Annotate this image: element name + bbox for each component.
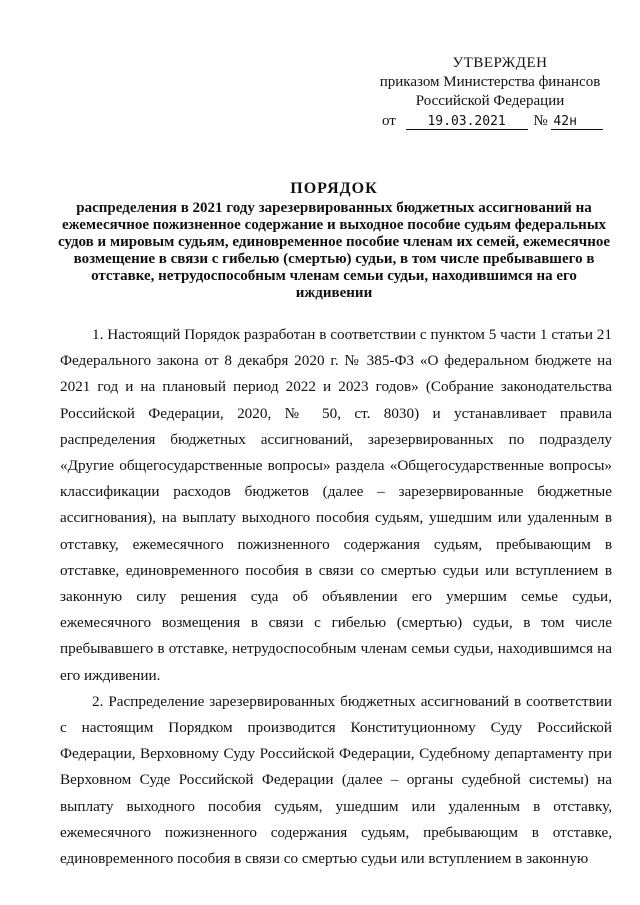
- document-subtitle: распределения в 2021 году зарезервированных бюджетных ассигнований на ежемесячное пожизненное содержание и выходное пособие судьям федеральных судов и мировым судьям, единовременное пособие членам их семей, ежемесячное возмещение в связи с гибелью (смертью) судьи, в том числе пребывавшего в отставке, нетрудоспособным членам семьи судьи, находившимся на его иждивении: [57, 200, 611, 301]
- number-sign: №: [533, 113, 548, 129]
- document-title-block: [56, 180, 612, 302]
- paragraph-1: 1. Настоящий Порядок разработан в соответствии с пунктом 5 части 1 статьи 21 Федерального закона от 8 декабря 2020 г. № 385-ФЗ «О федеральном бюджете на 2021 год и на плановый период 2022 и 2023 годов» (Собрание законодательства Российской Федерации, 2020, № 50, ст. 8030) и устанавливает правила распределения бюджетных ассигнований, зарезервированных по подразделу «Другие общегосударственные вопросы» раздела «Общегосударственные вопросы» классификации расходов бюджетов (далее – зарезервированные бюджетные ассигнования), на выплату выходного пособия судьям, ушедшим или удаленным в отставку, ежемесячного пожизненного содержания судьям, пребывающим в отставке, единовременного пособия в связи со смертью судьи или вступлением в законную силу решения суда об объявлении его умершим семье судьи, ежемесячного возмещения в связи с гибелью (смертью) судьи, в том числе пребывавшего в отставке, нетрудоспособным членам семьи судьи, находившимся на его иждивении.: [60, 326, 612, 684]
- document-body: [60, 322, 612, 872]
- paragraph-2: 2. Распределение зарезервированных бюджетных ассигнований в соответствии с настоящим Порядком производится Конституционному Суду Российской Федерации, Верховному Суду Российской Федерации, Судебному департаменту при Верховном Суде Российской Федерации (далее – органы судебной системы) на выплату выходного пособия судьям, ушедшим или удаленным в отставку, ежемесячного пожизненного содержания судьям, пребывающим в отставке, единовременного пособия в связи со смертью судьи или вступлением в законную: [60, 692, 612, 868]
- date-prefix: от: [382, 113, 396, 129]
- approval-date: 19.03.2021: [406, 114, 528, 130]
- approval-block: [370, 54, 610, 131]
- approval-date-row: [370, 112, 610, 131]
- approval-line-2: Российской Федерации: [415, 93, 565, 109]
- document-heading: ПОРЯДОК: [290, 180, 378, 197]
- approval-title: УТВЕРЖДЕН: [452, 55, 548, 71]
- approval-number: 42н: [551, 114, 603, 130]
- approval-line-1: приказом Министерства финансов: [379, 74, 601, 90]
